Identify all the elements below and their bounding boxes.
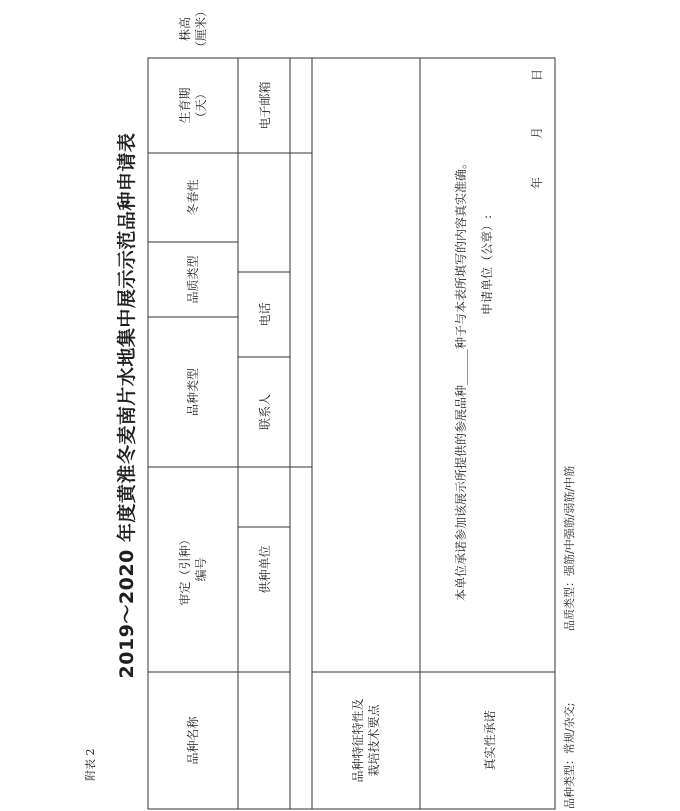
header-growth-line1: 生育期 xyxy=(178,87,192,124)
date-month: 月 xyxy=(530,126,544,139)
header-commitment: 真实性承诺 xyxy=(483,710,497,771)
header-supplier: 供种单位 xyxy=(258,545,272,594)
header-variety-name: 品种名称 xyxy=(186,716,200,765)
header-approval-line2: 编号 xyxy=(194,557,208,582)
header-phone: 电话 xyxy=(258,302,272,327)
commitment-text: 本单位承诺参加该展示所提供的参展品种______种子与本表所填写的内容真实准确。 xyxy=(454,156,468,601)
header-winter-spring: 冬春性 xyxy=(186,179,200,216)
footnote-quality-type: 品质类型：强筋/中强筋/弱筋/中筋 xyxy=(563,465,576,631)
header-characteristics xyxy=(350,672,382,809)
header-contact: 联系人 xyxy=(258,394,272,431)
header-height-line2: （厘米） xyxy=(194,5,208,54)
date-day: 日 xyxy=(530,68,544,81)
attachment-label: 附表 2 xyxy=(84,748,97,781)
header-growth-line2: （天） xyxy=(194,87,208,124)
applicant-unit: 申请单位（公章）: xyxy=(480,214,494,315)
header-approval-number xyxy=(177,467,209,672)
header-variety-type: 品种类型 xyxy=(186,368,200,417)
footnote-variety-type: 品种类型：常规/杂交; xyxy=(563,702,576,809)
header-height-line1: 株高 xyxy=(178,17,192,42)
form-title: 2019～2020 年度黄淮冬麦南片水地集中展示示范品种申请表 xyxy=(116,132,138,679)
header-quality-type: 品质类型 xyxy=(186,255,200,304)
header-growth-period xyxy=(177,58,209,153)
header-approval-line1: 审定（引种） xyxy=(178,533,192,606)
characteristics-line1: 品种特征特性及 xyxy=(351,698,365,783)
characteristics-line2: 栽培技术要点 xyxy=(367,704,381,777)
date-year: 年 xyxy=(530,176,544,189)
header-email: 电子邮箱 xyxy=(258,81,272,130)
header-plant-height xyxy=(177,0,209,58)
